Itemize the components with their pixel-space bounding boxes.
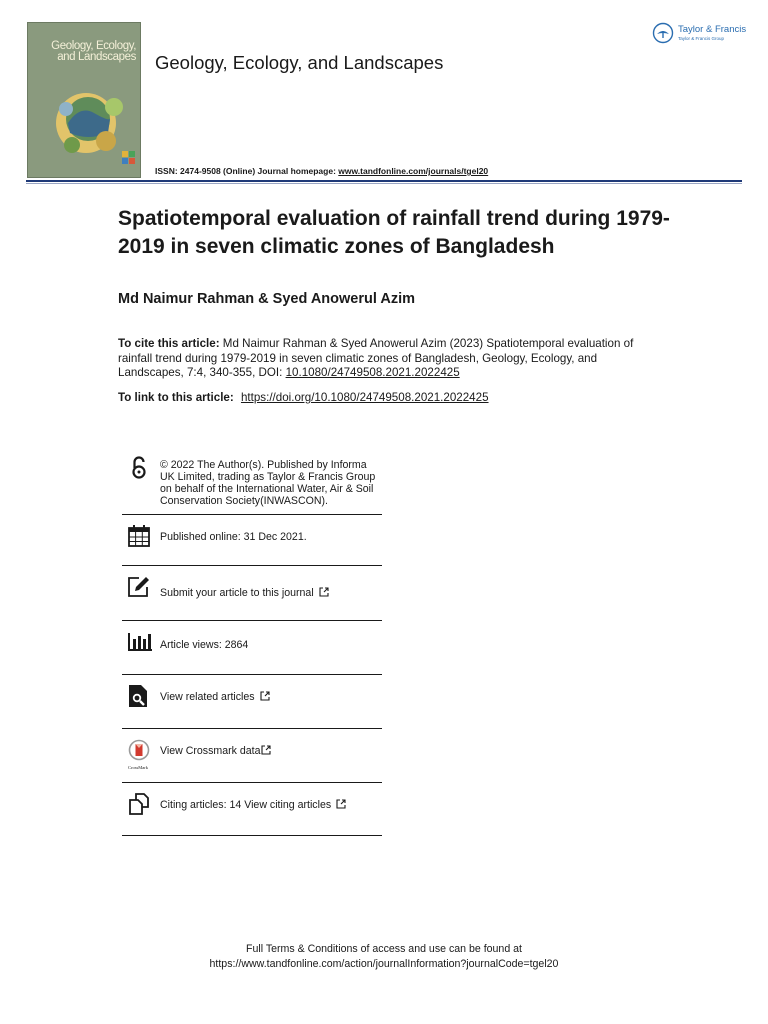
external-link-icon — [260, 691, 270, 701]
journal-cover — [27, 22, 141, 178]
cover-artwork — [48, 79, 136, 167]
cover-title-line1: Geology, Ecology, — [51, 40, 136, 52]
article-title: Spatiotemporal evaluation of rainfall trend during 1979-2019 in seven climatic zones of Bangladesh — [118, 207, 670, 258]
external-link-icon — [261, 745, 271, 755]
external-link-icon — [319, 587, 329, 597]
citing-label: Citing articles: 14 View citing articles — [160, 799, 332, 811]
bar-chart-icon — [126, 629, 152, 655]
article-authors: Md Naimur Rahman & Syed Anowerul Azim — [118, 291, 416, 307]
footer — [0, 942, 768, 972]
footer-terms-url[interactable]: https://www.tandfonline.com/action/journalInformation?journalCode=tgel20 — [209, 958, 559, 970]
submit-row[interactable] — [122, 566, 382, 621]
calendar-icon — [126, 523, 152, 549]
article-info-panel — [122, 455, 382, 836]
article-doi-link[interactable]: https://doi.org/10.1080/24749508.2021.2022425 — [240, 391, 489, 404]
issn-line — [155, 166, 488, 176]
journal-name: Geology, Ecology, and Landscapes — [155, 52, 444, 73]
related-articles-link[interactable] — [160, 691, 270, 703]
citing-documents-icon — [126, 791, 152, 817]
publisher-group: Taylor & Francis Group — [678, 36, 725, 41]
citing-row[interactable] — [122, 783, 382, 836]
header-rule-thin — [26, 183, 742, 184]
crossmark-icon — [126, 739, 152, 765]
open-access-row — [122, 455, 382, 515]
published-row — [122, 515, 382, 566]
related-label: View related articles — [160, 691, 255, 703]
footer-line1: Full Terms & Conditions of access and use can be found at — [246, 943, 522, 955]
issn-text: ISSN: 2474-9508 (Online) Journal homepage: — [155, 166, 339, 176]
cover-title-line2: and Landscapes — [57, 51, 136, 63]
publisher-name: Taylor & Francis — [678, 24, 747, 35]
journal-homepage-link[interactable]: www.tandfonline.com/journals/tgel20 — [338, 166, 489, 176]
citing-articles-link[interactable] — [160, 799, 346, 811]
article-views: Article views: 2864 — [160, 639, 249, 651]
related-search-icon — [126, 683, 152, 709]
article-link-line — [118, 391, 489, 404]
publisher-logo[interactable] — [652, 22, 748, 46]
cite-doi-link[interactable]: 10.1080/24749508.2021.2022425 — [285, 366, 460, 379]
crossmark-label: View Crossmark data — [160, 745, 261, 757]
crossmark-row[interactable] — [122, 729, 382, 783]
published-date: Published online: 31 Dec 2021. — [160, 531, 307, 543]
crossmark-caption: CrossMark — [128, 765, 148, 770]
open-access-text: © 2022 The Author(s). Published by Informa UK Limited, trading as Taylor & Francis Group on behalf of the International Water, Air & Soil Conservation Society(INWASCON). — [160, 459, 376, 507]
edit-icon — [126, 574, 152, 600]
submit-link[interactable] — [160, 587, 329, 599]
crossmark-link[interactable] — [160, 745, 271, 757]
submit-label: Submit your article to this journal — [160, 587, 314, 599]
external-link-icon — [336, 799, 346, 809]
cover-title — [32, 41, 136, 63]
cite-label: To cite this article: — [118, 337, 220, 350]
header-rule — [26, 180, 742, 182]
link-label: To link to this article: — [118, 391, 234, 404]
citation-block — [118, 337, 653, 381]
related-row[interactable] — [122, 675, 382, 729]
taylor-francis-icon — [652, 22, 674, 44]
views-row — [122, 621, 382, 675]
open-access-icon — [126, 455, 152, 481]
cite-text: Md Naimur Rahman & Syed Anowerul Azim (2023) Spatiotemporal evaluation of rainfall trend during 1979-2019 in seven climatic zones of Bangladesh, Geology, Ecology, and Landscapes, 7:4, 340-355, DOI: — [118, 337, 634, 379]
